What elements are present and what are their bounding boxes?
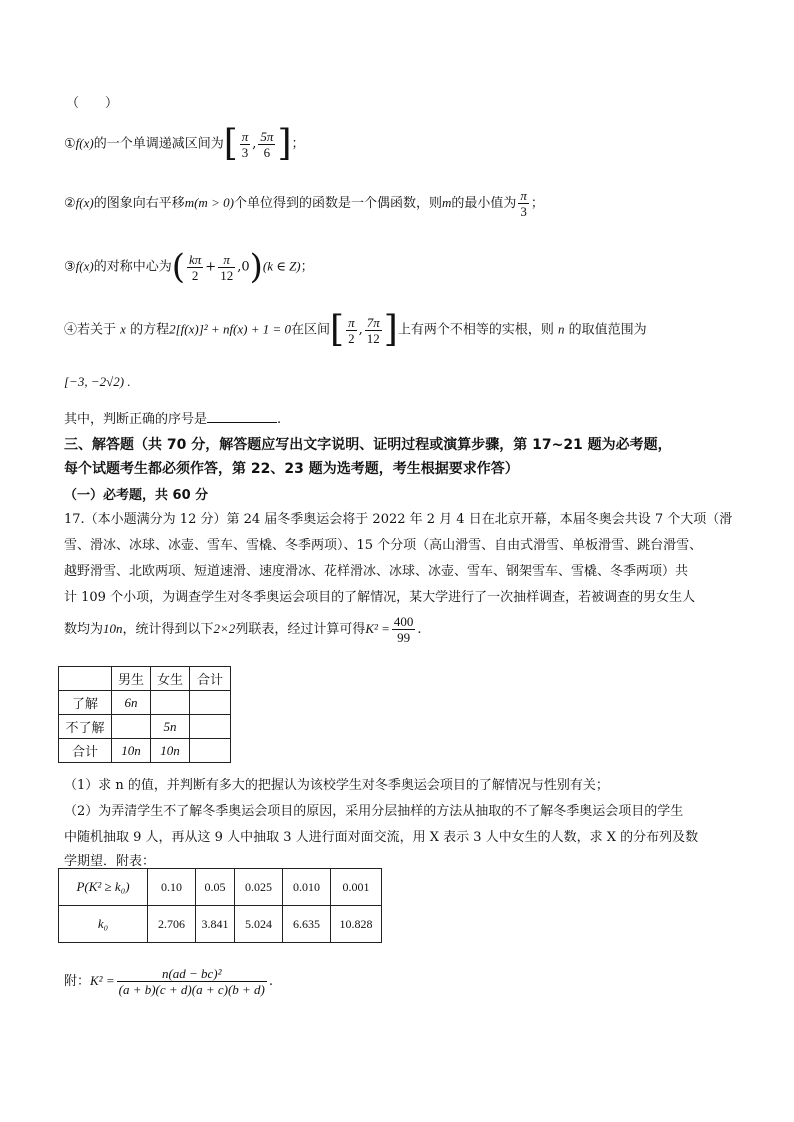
sub-question-2-line-2: 中随机抽取 9 人，再从这 9 人中抽取 3 人进行面对面交流，用 X 表示 3 人中女生的人数，求 X 的分布列及数 <box>64 830 699 845</box>
table-row: 合计 10n 10n <box>59 739 231 763</box>
option-4-equation: 2[f(x)]² + nf(x) + 1 = 0 <box>169 321 292 337</box>
option-2: ②f(x)的图象向右平移m(m > 0)个单位得到的函数是一个偶函数，则m的最小值为 $\frac{\pi}{3}$ ； <box>64 188 544 219</box>
option-3: ③f(x)的对称中心为( $\frac{k\pi}{2}$ + $\frac{\pi}{12}$ ,0)(k ∈ Z)； <box>64 247 314 287</box>
option-1-frac-b: $\frac{5\pi}{6}$ <box>260 128 274 160</box>
option-4-frac-a: $\frac{\pi}{2}$ <box>348 314 355 346</box>
p-row-label: P(K² ≥ k₀) <box>59 869 148 906</box>
option-4-frac-b: $\frac{7\pi}{12}$ <box>366 314 380 346</box>
section-3-heading-line-1: 三、解答题（共 70 分，解答题应写出文字说明、证明过程或演算步骤，第 17~21 题为必考题， <box>64 437 672 453</box>
k2-formula-frac: $\frac{\text{n(ad − bc)²}}{(a + b)(c + d)(a + c)(b + d)}$ <box>118 966 265 997</box>
option-1-frac-a: $\frac{\pi}{3}$ <box>241 128 249 160</box>
answer-bracket: （ ） <box>66 96 119 111</box>
option-1-mark: ① <box>64 136 76 152</box>
judge-line: 其中，判断正确的序号是 . <box>64 412 282 427</box>
k2-formula: 附：K² = $\frac{\text{n(ad − bc)²}}{(a + b)(c + d)(a + c)(b + d)}$ . <box>64 966 274 997</box>
option-3-frac-a: $\frac{k\pi}{2}$ <box>188 251 202 283</box>
table-row: 了解 6n <box>59 691 231 715</box>
sub-question-1: （1）求 n 的值，并判断有多大的把握认为该校学生对冬季奥运会项目的了解情况与性别有关； <box>64 778 609 793</box>
q17-line-5: 数均为10n，统计得到以下2×2列联表，经过计算可得K² = $\frac{400}{99}$ . <box>64 614 422 645</box>
option-1-fx: f(x) <box>75 135 94 151</box>
q17-line-3: 越野滑雪、北欧两项、短道速滑、速度滑冰、花样滑冰、冰球、冰壶、雪车、钢架雪车、雪橇、冬季两项）共 <box>64 564 689 579</box>
k2-value-frac: $\frac{400}{99}$ <box>393 614 414 645</box>
option-2-frac: $\frac{\pi}{3}$ <box>520 188 527 219</box>
contingency-table <box>58 666 231 763</box>
option-3-frac-b: $\frac{\pi}{12}$ <box>220 251 234 283</box>
answer-blank <box>207 410 277 423</box>
option-4: ④若关于 x 的方程2[f(x)]² + nf(x) + 1 = 0在区间[ $\frac{\pi}{2}$ , $\frac{7\pi}{12}$ ]上有两个不相等的实根，则 n 的取值范围为 <box>64 309 647 350</box>
q17-line-2: 雪、滑冰、冰球、冰壶、雪车、雪橇、冬季两项）、15 个分项（高山滑雪、自由式滑雪、单板滑雪、跳台滑雪、 <box>64 538 703 553</box>
k-row-label: k₀ <box>59 906 148 943</box>
table-row: P(K² ≥ k₀) 0.10 0.05 0.025 0.010 0.001 <box>59 869 382 906</box>
table-row: k₀ 2.706 3.841 5.024 6.635 10.828 <box>59 906 382 943</box>
option-1: ①f(x)的一个单调递减区间为[ $\frac{\pi}{3}$ , $\frac{5\pi}{6}$ ]； <box>64 123 305 164</box>
option-2-cond: m(m > 0) <box>184 195 234 210</box>
q17-line-1: 17.（本小题满分为 12 分）第 24 届冬季奥运会将于 2022 年 2 月 4 日在北京开幕，本届冬奥会共设 7 个大项（滑 <box>64 512 733 527</box>
sub-question-2-line-3: 学期望．附表： <box>64 854 156 869</box>
option-1-text: 的一个单调递减区间为 <box>93 136 224 152</box>
table-row: 不了解 5n <box>59 715 231 739</box>
q17-line-4: 计 109 个小项，为调查学生对冬季奥运会项目的了解情况，某大学进行了一次抽样调查，若被调查的男女生人 <box>64 590 696 605</box>
option-4-range: [−3, −2√2) . <box>64 374 131 389</box>
part-1-heading: （一）必考题，共 60 分 <box>64 488 209 503</box>
table-row: 男生 女生 合计 <box>59 667 231 691</box>
critical-value-table <box>58 868 382 943</box>
sub-question-2-line-1: （2）为弄清学生不了解冬季奥运会项目的原因，采用分层抽样的方法从抽取的不了解冬季奥运会项目的学生 <box>64 804 684 819</box>
section-3-heading-line-2: 每个试题考生都必须作答，第 22、23 题为选考题，考生根据要求作答） <box>64 461 519 477</box>
